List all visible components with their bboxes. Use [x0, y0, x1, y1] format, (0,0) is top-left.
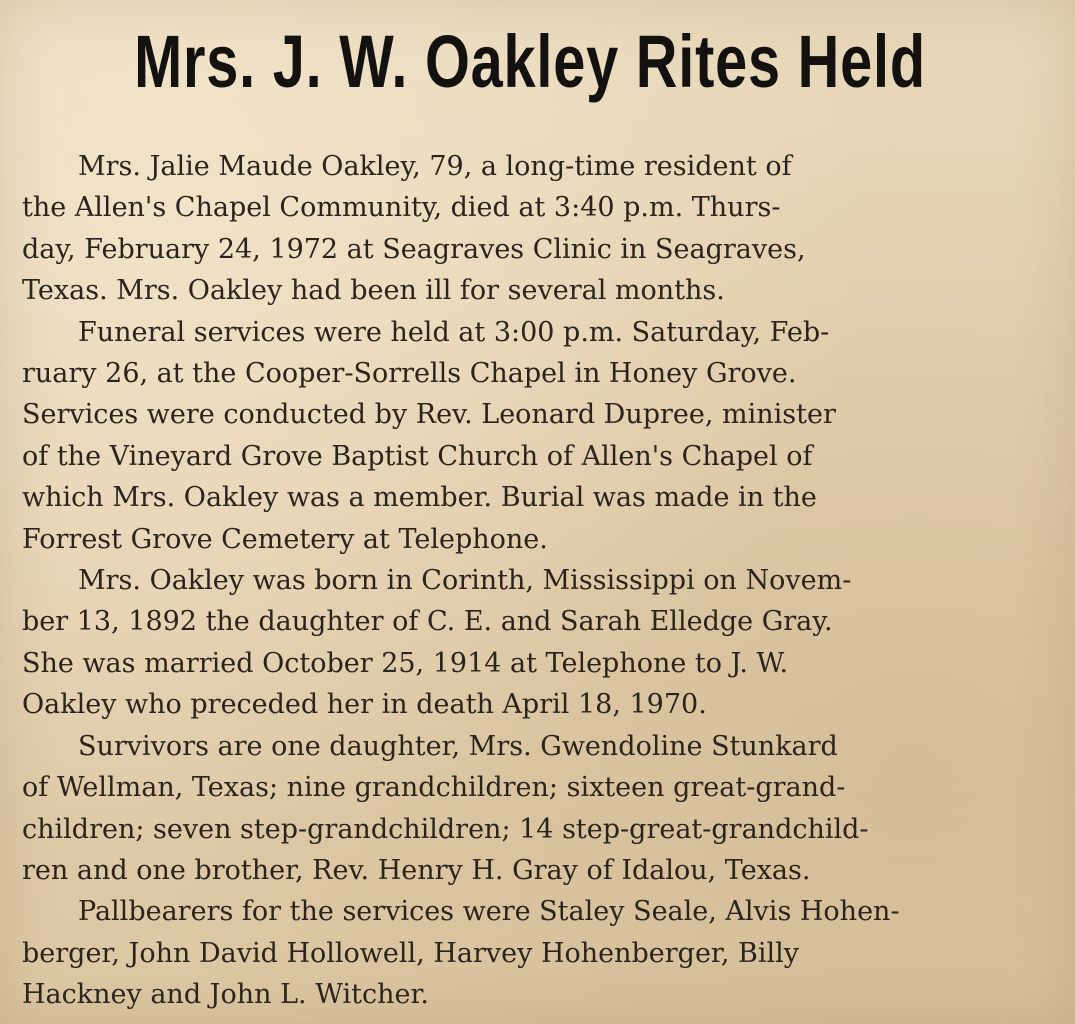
article-line: Services were conducted by Rev. Leonard Dupree, minister	[22, 399, 836, 431]
article-line: Mrs. Oakley was born in Corinth, Mississippi on Novem-	[78, 565, 852, 597]
article-line: Funeral services were held at 3:00 p.m. Saturday, Feb-	[78, 316, 830, 348]
article-line: of the Vineyard Grove Baptist Church of Allen's Chapel of	[22, 440, 813, 472]
article-line: Texas. Mrs. Oakley had been ill for several months.	[22, 275, 725, 307]
article-line: Survivors are one daughter, Mrs. Gwendoline Stunkard	[78, 730, 838, 762]
article-line: She was married October 25, 1914 at Telephone to J. W.	[22, 647, 789, 679]
article-line: the Allen's Chapel Community, died at 3:40 p.m. Thurs-	[22, 192, 781, 224]
article-body	[22, 146, 1062, 1016]
article-line: children; seven step-grandchildren; 14 step-great-grandchild-	[22, 813, 869, 845]
article-line: Hackney and John L. Witcher.	[22, 979, 429, 1011]
article-line: ruary 26, at the Cooper-Sorrells Chapel in Honey Grove.	[22, 358, 797, 390]
article-line: berger, John David Hollowell, Harvey Hohenberger, Billy	[22, 937, 800, 969]
article-line: ren and one brother, Rev. Henry H. Gray of Idalou, Texas.	[22, 854, 811, 886]
article-line: Pallbearers for the services were Staley Seale, Alvis Hohen-	[78, 896, 900, 928]
article-line: which Mrs. Oakley was a member. Burial was made in the	[22, 482, 817, 514]
article-line: ber 13, 1892 the daughter of C. E. and Sarah Elledge Gray.	[22, 606, 833, 638]
headline: Mrs. J. W. Oakley Rites Held	[134, 20, 926, 103]
article-line: of Wellman, Texas; nine grandchildren; sixteen great-grand-	[22, 772, 846, 804]
article-line: day, February 24, 1972 at Seagraves Clinic in Seagraves,	[22, 233, 806, 265]
article-line: Mrs. Jalie Maude Oakley, 79, a long-time resident of	[78, 151, 792, 182]
article-line: Forrest Grove Cemetery at Telephone.	[22, 523, 548, 555]
article-line: Oakley who preceded her in death April 18, 1970.	[22, 689, 707, 721]
